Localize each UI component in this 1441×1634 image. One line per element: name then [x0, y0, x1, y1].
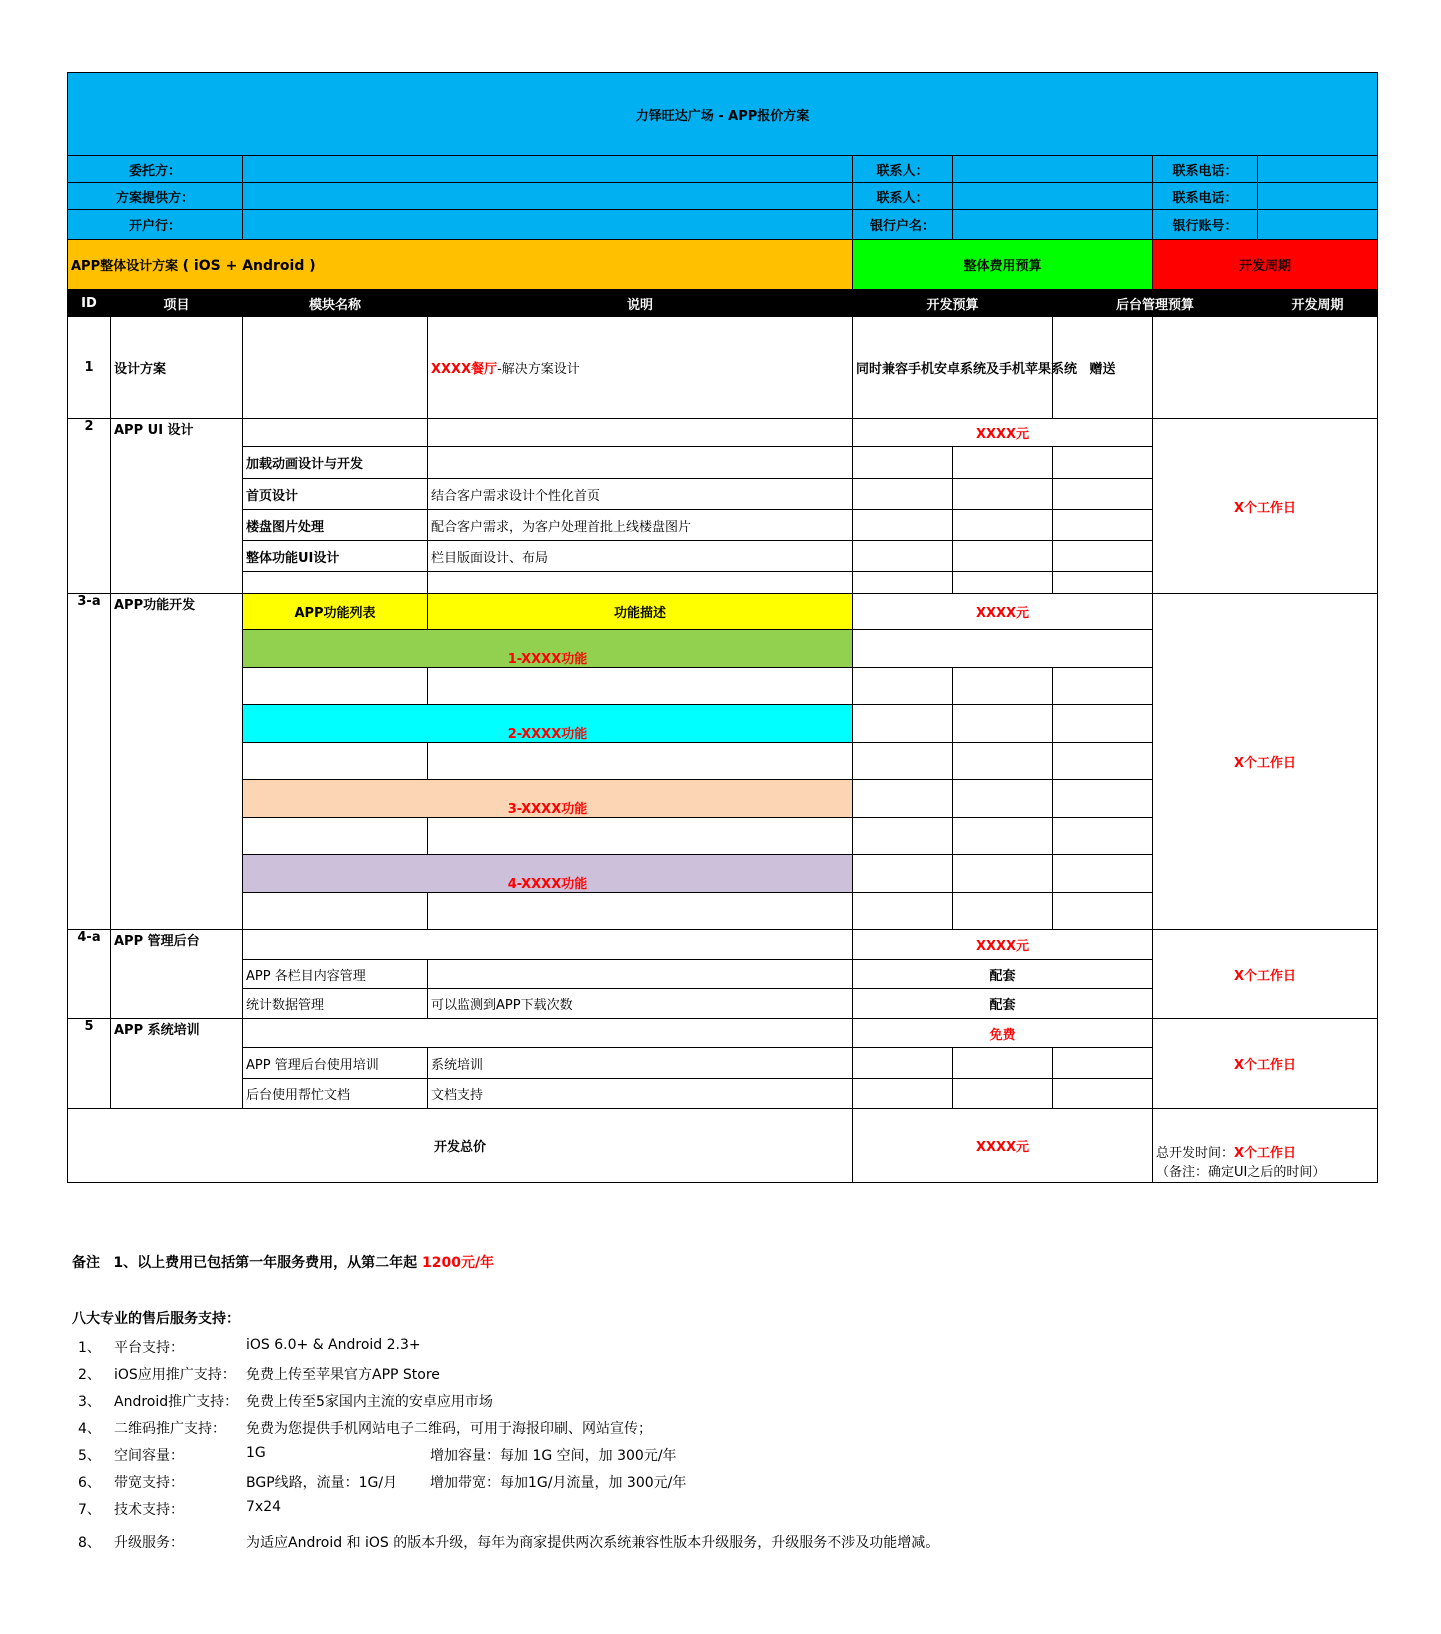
- service-item: 1、 平台支持： iOS 6.0+ & Android 2.3+: [78, 1337, 421, 1356]
- row4-module-2: 统计数据管理: [243, 989, 428, 1019]
- total-label: 开发总价: [68, 1109, 853, 1183]
- row4-module-1: APP 各栏目内容管理: [243, 960, 428, 989]
- feature-desc-header: 功能描述: [428, 594, 853, 630]
- row3-price: XXXX元: [853, 594, 1153, 630]
- row1-desc-red: XXXX餐厅: [431, 362, 498, 377]
- row2-price: XXXX元: [853, 419, 1153, 447]
- account-name-value: [953, 210, 1153, 240]
- period-header: 开发周期: [1153, 240, 1378, 290]
- row2-item: APP UI 设计: [111, 419, 243, 594]
- page-title: 力铎旺达广场 - APP报价方案: [68, 73, 1378, 156]
- row5-desc-1: 系统培训: [428, 1048, 853, 1079]
- row5-desc-2: 文档支持: [428, 1079, 853, 1109]
- phone-label: 联系电话：: [1153, 156, 1258, 183]
- client-value: [243, 156, 853, 183]
- feature-4: 4-XXXX功能: [243, 855, 853, 893]
- row4-id: 4-a: [68, 930, 111, 1019]
- budget-header: 整体费用预算: [853, 240, 1153, 290]
- row3-id: 3-a: [68, 594, 111, 930]
- service-item: 7、 技术支持： 7x24: [78, 1499, 282, 1518]
- provider-label: 方案提供方：: [68, 183, 243, 210]
- row4-empty: [243, 930, 853, 960]
- row4-desc-1: [428, 960, 853, 989]
- row5-price: 免费: [853, 1019, 1153, 1048]
- row2-desc-4: 栏目版面设计、布局: [428, 541, 853, 572]
- account-no-label: 银行账号：: [1153, 210, 1258, 240]
- row1-item: 设计方案: [111, 317, 243, 419]
- service-item: 8、 升级服务： 为适应Android 和 iOS 的版本升级，每年为商家提供两次系统兼容性版本升级服务，升级服务不涉及功能增减。: [78, 1535, 940, 1551]
- row4-note-1: 配套: [853, 960, 1153, 989]
- feature-1: 1-XXXX功能: [243, 630, 853, 668]
- contact-value-2: [953, 183, 1153, 210]
- row2-empty-a: [243, 419, 428, 447]
- total-time-note: （备注：确定UI之后的时间）: [1156, 1165, 1326, 1180]
- client-label: 委托方：: [68, 156, 243, 183]
- total-time-label: 总开发时间：: [1156, 1146, 1235, 1161]
- row2-empty-b: [428, 419, 853, 447]
- col-period: 开发周期: [1258, 290, 1378, 317]
- row4-desc-2: 可以监测到APP下载次数: [428, 989, 853, 1019]
- row2-period: X个工作日: [1153, 419, 1378, 594]
- section-main: APP整体设计方案: [71, 259, 179, 274]
- row1-id: 1: [68, 317, 111, 419]
- row1-admin: 赠送: [1053, 317, 1153, 419]
- notes-line1: 1、以上费用已包括第一年服务费用，从第二年起: [113, 1255, 422, 1271]
- quote-table: [67, 72, 1378, 1183]
- total-time: [1153, 1109, 1378, 1183]
- service-item: 2、 iOS应用推广支持： 免费上传至苹果官方APP Store: [78, 1367, 440, 1383]
- contact-label-2: 联系人：: [853, 183, 953, 210]
- service-item: 6、 带宽支持： BGP线路，流量：1G/月 增加带宽：每加1G/月流量，加 300元/年: [78, 1475, 687, 1491]
- section-title: [68, 240, 853, 290]
- row2-desc-2: 结合客户需求设计个性化首页: [428, 479, 853, 510]
- row5-empty: [243, 1019, 853, 1048]
- service-title: 八大专业的售后服务支持：: [72, 1311, 240, 1327]
- row1-budget: 同时兼容手机安卓系统及手机苹果系统: [853, 317, 1053, 419]
- notes-label: 备注: [72, 1255, 100, 1271]
- provider-value: [243, 183, 853, 210]
- row4-price: XXXX元: [853, 930, 1153, 960]
- account-no-value: [1258, 210, 1378, 240]
- row2-id: 2: [68, 419, 111, 594]
- row1-desc: [428, 317, 853, 419]
- row2-module-2: 首页设计: [243, 479, 428, 510]
- notes-line1-red: 1200元/年: [421, 1255, 495, 1271]
- row5-id: 5: [68, 1019, 111, 1109]
- service-item: 3、 Android推广支持： 免费上传至5家国内主流的安卓应用市场: [78, 1394, 493, 1410]
- bank-value: [243, 210, 853, 240]
- feature-2: 2-XXXX功能: [243, 705, 853, 743]
- service-list: [72, 1308, 940, 1559]
- row3-item: APP功能开发: [111, 594, 243, 930]
- quote-sheet: [67, 72, 1377, 1183]
- row2-desc-1: [428, 447, 853, 479]
- row2-module-1: 加载动画设计与开发: [243, 447, 428, 479]
- service-item: 5、 空间容量： 1G 增加容量：每加 1G 空间，加 300元/年: [78, 1445, 677, 1464]
- service-item: 4、 二维码推广支持： 免费为您提供手机网站电子二维码，可用于海报印刷、网站宣传；: [78, 1421, 652, 1437]
- total-time-value: X个工作日: [1234, 1146, 1297, 1161]
- row5-period: X个工作日: [1153, 1019, 1378, 1109]
- col-desc: 说明: [428, 290, 853, 317]
- row1-module: [243, 317, 428, 419]
- row4-period: X个工作日: [1153, 930, 1378, 1019]
- contact-value: [953, 156, 1153, 183]
- feature-3: 3-XXXX功能: [243, 780, 853, 818]
- total-price: XXXX元: [853, 1109, 1153, 1183]
- phone-value-2: [1258, 183, 1378, 210]
- row5-module-2: 后台使用帮忙文档: [243, 1079, 428, 1109]
- row4-note-2: 配套: [853, 989, 1153, 1019]
- col-item: 项目: [111, 290, 243, 317]
- col-admin-budget: 后台管理预算: [1053, 290, 1258, 317]
- row2-desc-3: 配合客户需求，为客户处理首批上线楼盘图片: [428, 510, 853, 541]
- row2-module-4: 整体功能UI设计: [243, 541, 428, 572]
- account-name-label: 银行户名：: [853, 210, 953, 240]
- feature-list-header: APP功能列表: [243, 594, 428, 630]
- notes: [72, 1252, 494, 1272]
- col-id: ID: [68, 290, 111, 317]
- row5-module-1: APP 管理后台使用培训: [243, 1048, 428, 1079]
- phone-label-2: 联系电话：: [1153, 183, 1258, 210]
- col-budget: 开发预算: [853, 290, 1053, 317]
- bank-label: 开户行：: [68, 210, 243, 240]
- row1-desc-text: -解决方案设计: [497, 362, 580, 377]
- contact-label: 联系人：: [853, 156, 953, 183]
- row2-module-3: 楼盘图片处理: [243, 510, 428, 541]
- phone-value: [1258, 156, 1378, 183]
- row5-item: APP 系统培训: [111, 1019, 243, 1109]
- section-platform: ( iOS + Android ): [182, 258, 316, 274]
- row3-period: X个工作日: [1153, 594, 1378, 930]
- row1-period: [1153, 317, 1378, 419]
- row4-item: APP 管理后台: [111, 930, 243, 1019]
- col-module: 模块名称: [243, 290, 428, 317]
